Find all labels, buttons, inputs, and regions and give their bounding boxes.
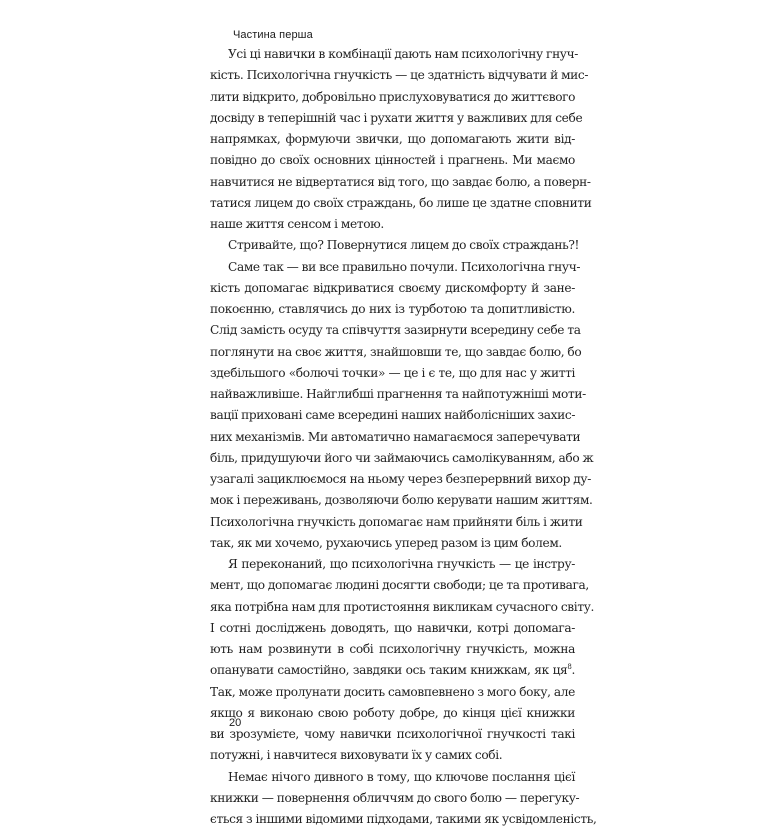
text-line: [210, 257, 581, 278]
text-line-content: поглянути на своє життя, знайшовши те, що завдає болю, бо: [210, 344, 582, 359]
text-line-content: узагалі зациклюємося на ньому через безперервний вихор ду-: [210, 472, 591, 486]
running-head: Частина перша: [233, 29, 313, 41]
text-line: [210, 639, 575, 660]
text-line-content: них механізмів. Ми автоматично намагаємося заперечувати: [210, 429, 581, 444]
text-line: [210, 108, 583, 129]
text-line: [210, 65, 589, 86]
text-line: [210, 172, 591, 193]
text-line: [210, 724, 575, 745]
text-line: [210, 788, 580, 809]
text-line-content: досвіду в теперішній час і рухати життя у важливих для себе: [210, 110, 583, 125]
footnote-marker: 8: [567, 663, 572, 672]
text-line: [210, 469, 591, 490]
text-line: [210, 320, 581, 341]
text-line-content: кість. Психологічна гнучкість — це здатність відчувати й мис-: [210, 68, 589, 83]
text-line-content: навчитися не відвертатися від того, що завдає болю, а поверн-: [210, 174, 591, 189]
text-line: [210, 44, 579, 65]
text-line-content: наше життя сенсом і метою.: [210, 217, 384, 231]
text-line-tail: .: [571, 663, 575, 678]
text-line-content: ють нам розвинути в собі психологічну гнучкість, можна: [210, 642, 575, 656]
text-line: [210, 87, 575, 108]
text-line: [210, 745, 575, 766]
text-line: [210, 342, 582, 363]
text-line-content: Стривайте, що? Повернутися лицем до своїх страждань?!: [228, 238, 580, 253]
text-line-content: Так, може пролунати досить самовпевнено з мого боку, але: [210, 684, 575, 699]
text-line-content: ви зрозумієте, чому навички психологічної гнучкості такі: [210, 727, 575, 741]
text-line-content: здебільшого «болючі точки» — це і є те, що для нас у житті: [210, 365, 575, 380]
body-text: [210, 44, 597, 830]
text-line: [210, 703, 575, 724]
text-line: [210, 299, 575, 320]
text-line-content: якщо я виконаю свою роботу добре, до кінця цієї книжки: [210, 705, 575, 720]
text-line: [210, 597, 594, 618]
text-line-content: І сотні досліджень доводять, що навички, котрі допомага-: [210, 620, 575, 635]
page-number: 20: [229, 717, 242, 729]
text-line-content: Психологічна гнучкість допомагає нам прийняти біль і жити: [210, 514, 583, 529]
text-line-content: лити відкрито, добровільно прислуховуватися до життєвого: [210, 89, 576, 104]
text-line-content: покоєнню, ставлячись до них із турботою та допитливістю.: [210, 302, 575, 316]
text-line: [210, 682, 575, 703]
text-line: [210, 384, 586, 405]
text-line-content: Я переконаний, що психологічна гнучкість — це інстру-: [228, 557, 575, 571]
text-line-content: мок і переживань, дозволяючи болю керувати нашим життям.: [210, 493, 593, 508]
text-line: [210, 533, 575, 554]
text-line-content: яка потрібна нам для протистояння викликам сучасного світу.: [210, 599, 594, 614]
text-line-content: найважливіше. Найглибші прагнення та найпотужніші моти-: [210, 387, 586, 401]
text-line: [210, 618, 575, 639]
text-line: [210, 427, 581, 448]
text-line: [210, 405, 575, 426]
text-line-content: повідно до своїх основних цінностей і прагнень. Ми маємо: [210, 153, 575, 168]
text-line-content: напрямках, формуючи звички, що допомагають жити від-: [210, 132, 575, 146]
text-line-content: татися лицем до своїх страждань, бо лише це здатне сповнити: [210, 195, 592, 210]
text-line: [210, 809, 597, 830]
text-line-content: книжки — повернення обличчям до свого болю — перегуку-: [210, 790, 580, 805]
text-line-content: Слід замість осуду та співчуття зазирнути всередину себе та: [210, 323, 581, 338]
text-line-content: так, як ми хочемо, рухаючись уперед разом із цим болем.: [210, 535, 562, 550]
text-line-content: мент, що допомагає людині досягти свободи; це та противага,: [210, 578, 589, 593]
text-line: [210, 448, 594, 469]
text-line: [210, 767, 575, 788]
text-line: [210, 278, 575, 299]
text-line-content: біль, придушуючи його чи займаючись самолікуванням, або ж: [210, 450, 594, 465]
text-line-content: потужні, і навчитеся виховувати їх у самих собі.: [210, 748, 503, 763]
text-line: [210, 129, 575, 150]
text-line: [210, 150, 575, 171]
text-line: [210, 575, 589, 596]
text-line: [210, 554, 575, 575]
text-line-content: Немає нічого дивного в тому, що ключове послання цієї: [228, 769, 575, 784]
text-line: [210, 363, 575, 384]
text-line-content: Саме так — ви все правильно почули. Психологічна гнуч-: [228, 259, 581, 274]
text-line-content: опанувати самостійно, завдяки ось таким книжкам, як ця: [210, 663, 568, 678]
text-line-content: ється з іншими відомими підходами, такими як усвідомленість,: [210, 812, 597, 826]
text-line-content: Усі ці навички в комбінації дають нам психологічну гнуч-: [228, 47, 579, 61]
text-line: [210, 235, 580, 256]
text-line-content: вації приховані саме всередині наших найболісніших захис-: [210, 408, 576, 423]
text-line: [210, 512, 583, 533]
text-line-content: кість допомагає відкриватися своєму дискомфорту й зане-: [210, 280, 575, 295]
text-line: [210, 193, 592, 214]
text-line: [210, 490, 593, 511]
text-line: [210, 660, 575, 681]
text-line: [210, 214, 575, 235]
